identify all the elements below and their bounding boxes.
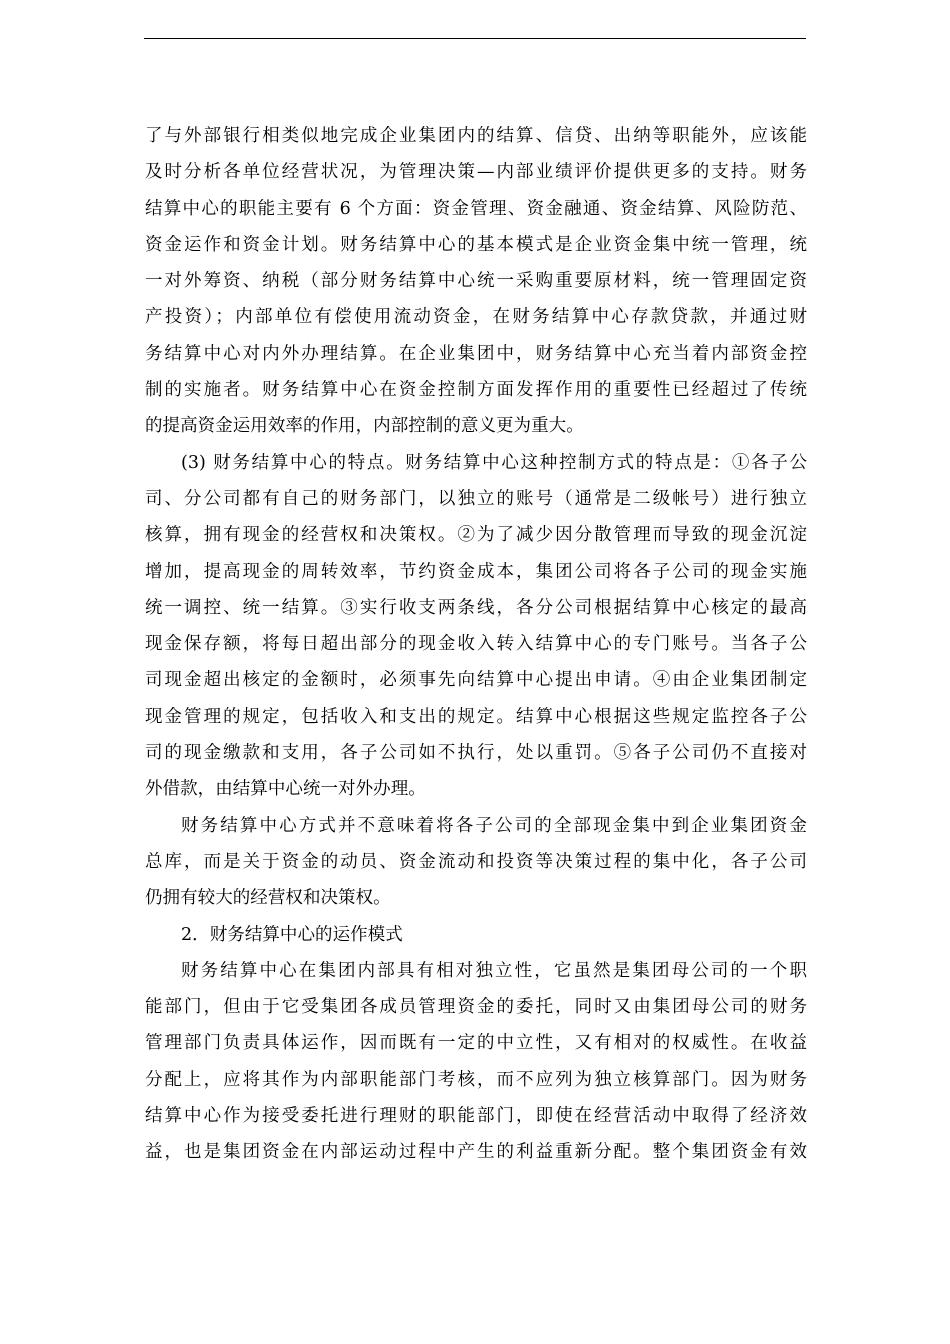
text-line: 益，也是集团资金在内部运动过程中产生的利益重新分配。整个集团资金有效 xyxy=(145,1142,807,1163)
text-line: 分配上，应将其作为内部职能部门考核，而不应列为独立核算部门。因为财务 xyxy=(145,1069,807,1090)
text-line: 2．财务结算中心的运作模式 xyxy=(181,924,403,945)
text-line: 增加，提高现金的周转效率，节约资金成本，集团公司将各子公司的现金实施 xyxy=(145,561,807,582)
text-line: 现金保存额，将每日超出部分的现金收入转入结算中心的专门账号。当各子公 xyxy=(145,634,807,655)
text-line: 司的现金缴款和支用，各子公司如不执行，处以重罚。⑤各子公司仍不直接对 xyxy=(145,743,807,764)
text-line: 制的实施者。财务结算中心在资金控制方面发挥作用的重要性已经超过了传统 xyxy=(145,380,807,401)
text-line: 的提高资金运用效率的作用，内部控制的意义更为重大。 xyxy=(145,416,584,437)
text-line: 及时分析各单位经营状况，为管理决策—内部业绩评价提供更多的支持。财务 xyxy=(145,162,807,183)
document-body xyxy=(145,118,807,1171)
text-line: 结算中心的职能主要有 6 个方面：资金管理、资金融通、资金结算、风险防范、 xyxy=(145,198,807,219)
text-line: 外借款，由结算中心统一对外办理。 xyxy=(145,779,426,800)
text-line: (3) 财务结算中心的特点。财务结算中心这种控制方式的特点是：①各子公 xyxy=(181,452,807,473)
text-line: 仍拥有较大的经营权和决策权。 xyxy=(145,888,391,909)
text-line: 财务结算中心方式并不意味着将各子公司的全部现金集中到企业集团资金 xyxy=(181,815,807,836)
text-line: 现金管理的规定，包括收入和支出的规定。结算中心根据这些规定监控各子公 xyxy=(145,706,807,727)
text-line: 统一调控、统一结算。③实行收支两条线，各分公司根据结算中心核定的最高 xyxy=(145,597,807,618)
text-line: 司现金超出核定的金额时，必须事先向结算中心提出申请。④由企业集团制定 xyxy=(145,670,807,691)
text-line: 务结算中心对内外办理结算。在企业集团中，财务结算中心充当着内部资金控 xyxy=(145,343,807,364)
text-line: 一对外筹资、纳税（部分财务结算中心统一采购重要原材料，统一管理固定资 xyxy=(145,271,807,292)
text-line: 能部门，但由于它受集团各成员管理资金的委托，同时又由集团母公司的财务 xyxy=(145,997,807,1018)
text-line: 司、分公司都有自己的财务部门，以独立的账号（通常是二级帐号）进行独立 xyxy=(145,488,807,509)
text-line: 总库，而是关于资金的动员、资金流动和投资等决策过程的集中化，各子公司 xyxy=(145,851,807,872)
text-line: 产投资）；内部单位有偿使用流动资金，在财务结算中心存款贷款，并通过财 xyxy=(145,307,807,328)
text-line: 资金运作和资金计划。财务结算中心的基本模式是企业资金集中统一管理，统 xyxy=(145,234,807,255)
text-line: 结算中心作为接受委托进行理财的职能部门，即使在经营活动中取得了经济效 xyxy=(145,1106,807,1127)
text-line: 财务结算中心在集团内部具有相对独立性，它虽然是集团母公司的一个职 xyxy=(181,960,807,981)
header-rule xyxy=(144,38,806,39)
text-line: 了与外部银行相类似地完成企业集团内的结算、信贷、出纳等职能外，应该能 xyxy=(145,126,807,146)
text-line: 管理部门负责具体运作，因而既有一定的中立性，又有相对的权威性。在收益 xyxy=(145,1033,807,1054)
text-line: 核算，拥有现金的经营权和决策权。②为了减少因分散管理而导致的现金沉淀 xyxy=(145,525,807,546)
